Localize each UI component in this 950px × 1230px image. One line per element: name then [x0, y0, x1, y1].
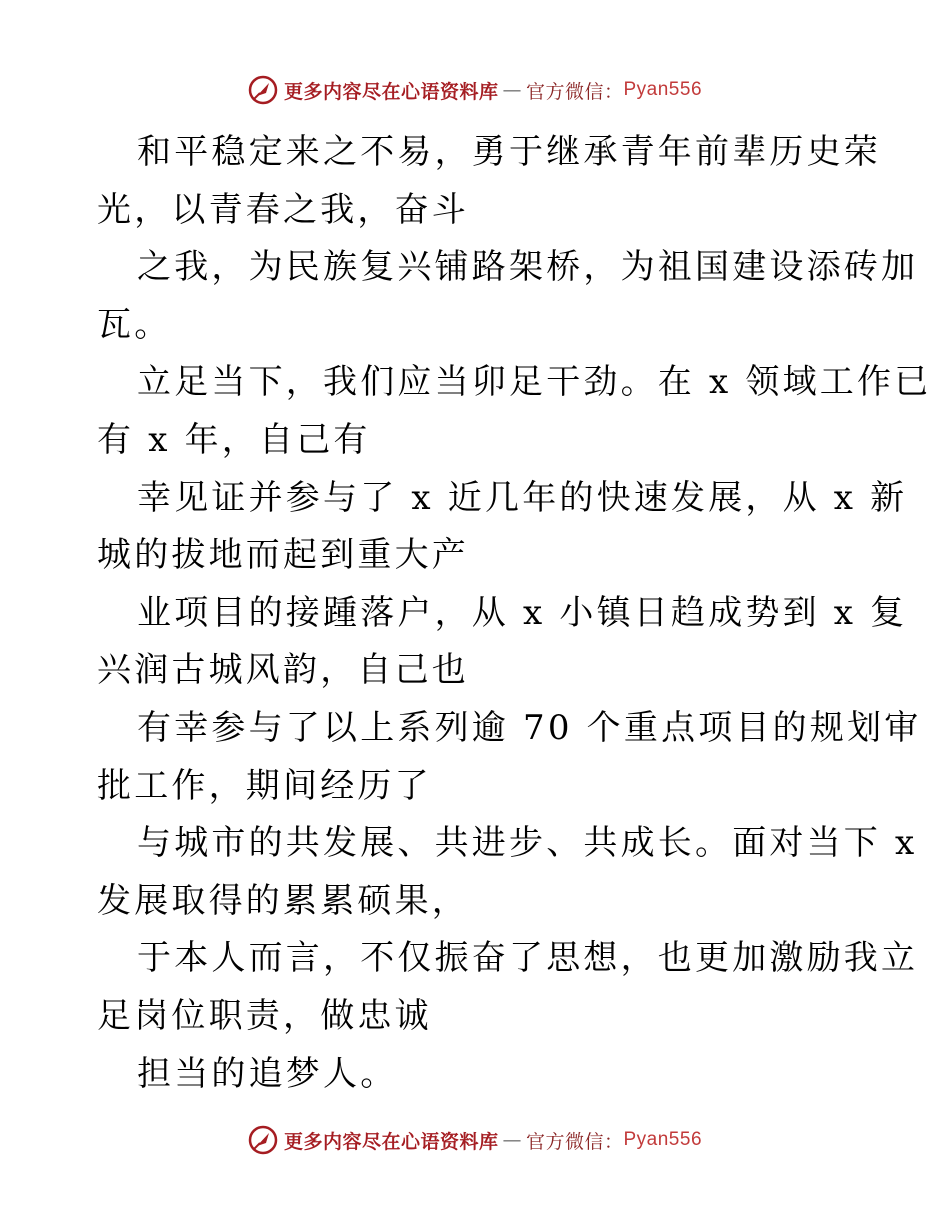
text-line: 足岗位职责，做忠诚	[97, 995, 432, 1036]
text-line: 立足当下，我们应当卯足干劲。在 x 领域工作已	[137, 362, 932, 403]
quill-logo-icon	[248, 75, 278, 105]
document-body	[97, 124, 932, 1103]
footer-watermark	[0, 1120, 950, 1160]
text-line: 发展取得的累累硕果，	[97, 880, 469, 921]
separator: —	[502, 79, 522, 101]
text-line: 有幸参与了以上系列逾 70 个重点项目的规划审	[137, 707, 922, 748]
quill-logo-icon	[248, 1125, 278, 1155]
wechat-label: 官方微信：	[525, 80, 624, 103]
text-line: 瓦。	[97, 304, 172, 345]
text-line: 光，以青春之我，奋斗	[97, 189, 469, 230]
text-line: 业项目的接踵落户，从 x 小镇日趋成势到 x 复	[137, 592, 908, 633]
text-line: 之我，为民族复兴铺路架桥，为祖国建设添砖加	[137, 247, 919, 288]
wechat-label: 官方微信：	[525, 1130, 624, 1153]
text-line: 批工作，期间经历了	[97, 765, 432, 806]
text-line: 与城市的共发展、共进步、共成长。面对当下 x	[137, 823, 918, 864]
header-watermark	[0, 70, 950, 110]
brand-text: 更多内容尽在心语资料库	[283, 1130, 499, 1153]
text-line: 城的拔地而起到重大产	[97, 535, 469, 576]
text-line: 和平稳定来之不易，勇于继承青年前辈历史荣	[137, 132, 881, 172]
text-line: 于本人而言，不仅振奋了思想，也更加激励我立	[137, 938, 919, 979]
text-line: 担当的追梦人。	[137, 1053, 398, 1094]
wechat-id: Pyan556	[623, 1129, 703, 1150]
wechat-id: Pyan556	[623, 79, 703, 100]
text-line: 有 x 年，自己有	[97, 419, 371, 460]
text-line: 兴润古城风韵，自己也	[97, 650, 469, 691]
text-line: 幸见证并参与了 x 近几年的快速发展，从 x 新	[137, 477, 908, 518]
brand-text: 更多内容尽在心语资料库	[283, 80, 499, 103]
separator: —	[502, 1129, 522, 1151]
